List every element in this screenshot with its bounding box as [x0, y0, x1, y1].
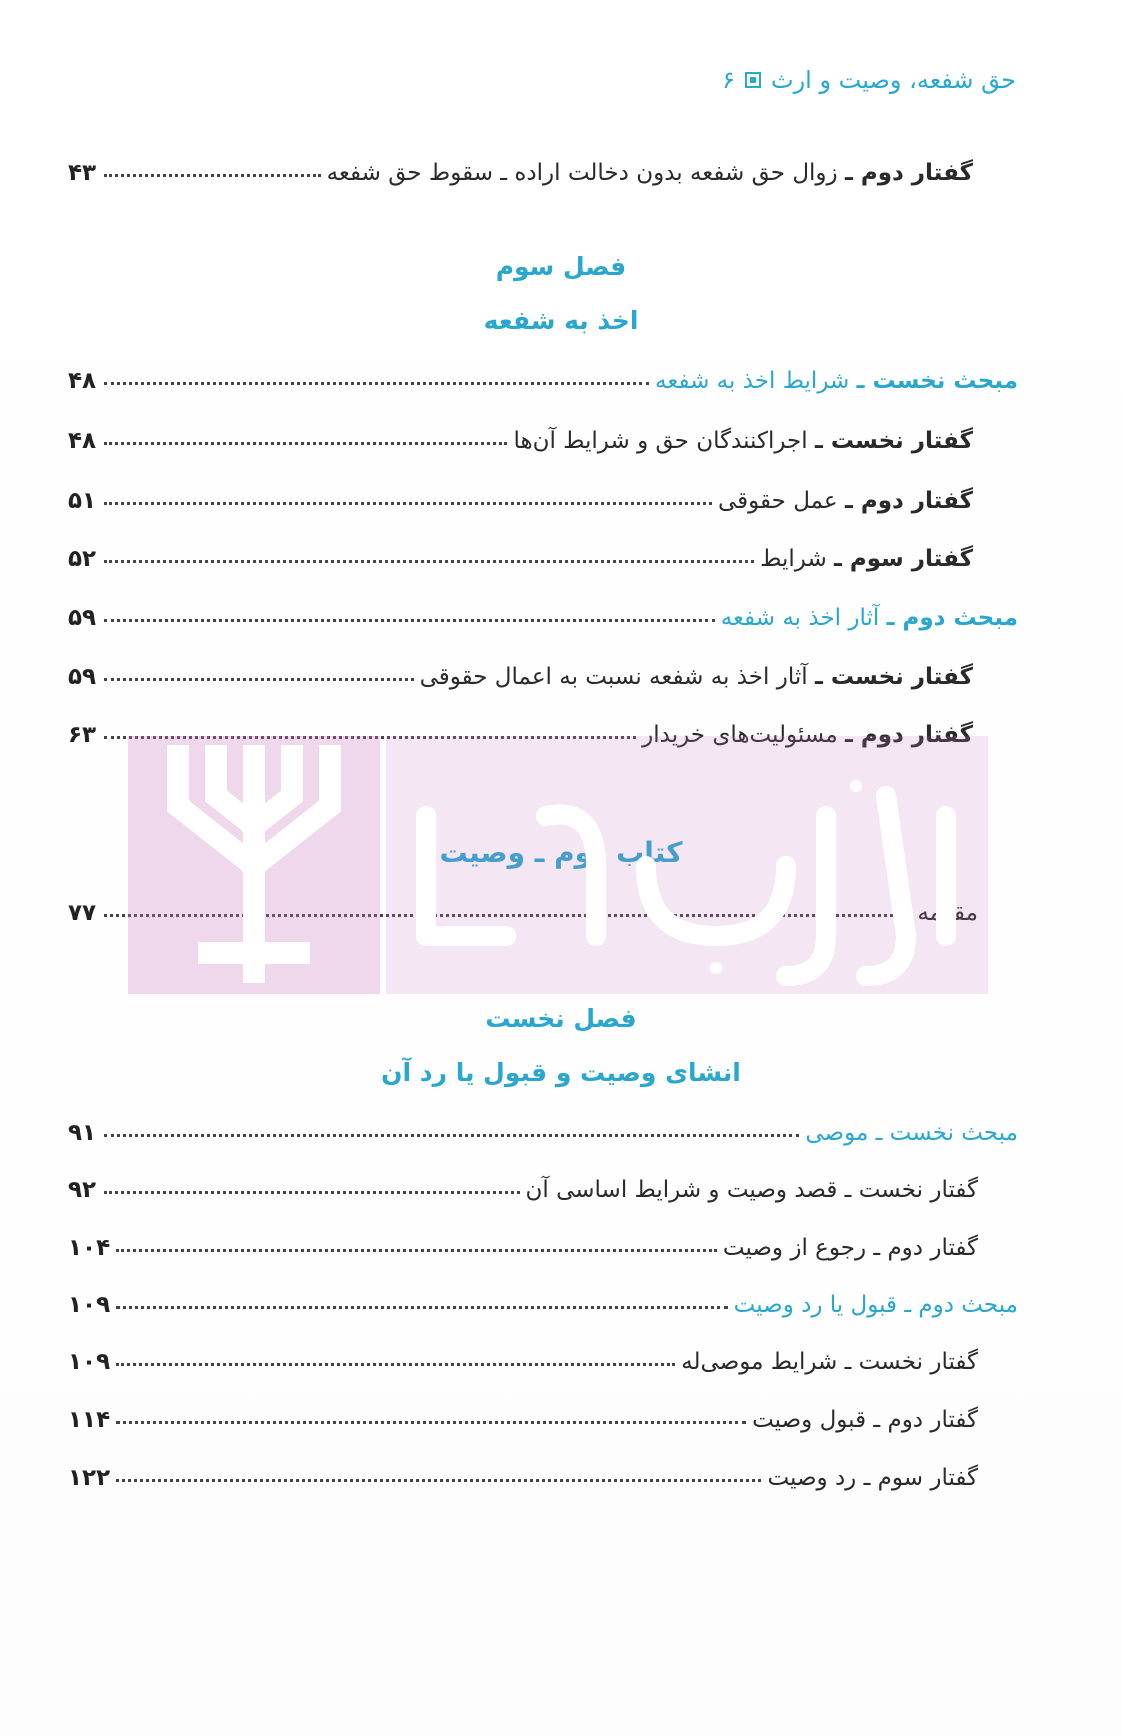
toc-entry[interactable]	[68, 1225, 978, 1261]
toc-leader	[104, 678, 414, 681]
toc-page-number: ۴۸	[68, 428, 97, 454]
toc-leader	[116, 1306, 728, 1309]
toc-page-number: ۱۱۴	[68, 1407, 111, 1433]
running-header	[722, 66, 1016, 94]
toc-entry-text	[721, 605, 1018, 631]
header-title: حق شفعه، وصیت و ارث	[770, 66, 1016, 94]
toc-entry-title: اجراکنندگان حق و شرایط آن‌ها	[513, 428, 808, 454]
toc-leader	[104, 382, 649, 385]
toc-entry[interactable]	[68, 595, 1018, 631]
toc-entry-label: گفتار سوم ـ	[834, 546, 973, 572]
toc-entry-text: مقدمه	[917, 900, 978, 926]
toc-entry[interactable]	[68, 1455, 978, 1491]
toc-entry-title: آثار اخذ به شفعه	[720, 605, 880, 631]
toc-entry[interactable]	[68, 418, 973, 454]
toc-leader	[116, 1363, 675, 1366]
toc-entry-text	[718, 488, 973, 514]
toc-entry[interactable]	[68, 1339, 978, 1375]
toc-leader	[104, 442, 507, 445]
toc-entry-text: مبحث نخست ـ موصی	[805, 1120, 1018, 1146]
toc-entry-label: گفتار نخست ـ	[814, 428, 973, 454]
toc-entry[interactable]	[68, 536, 973, 572]
toc-page-number: ۹۱	[68, 1120, 97, 1146]
toc-leader	[104, 502, 712, 505]
toc-entry-text	[655, 368, 1018, 394]
toc-page-number: ۵۹	[68, 605, 97, 631]
toc-entry-text	[420, 664, 973, 690]
toc-entry-text: گفتار سوم ـ رد وصیت	[767, 1465, 978, 1491]
toc-leader	[104, 1134, 799, 1137]
toc-entry-text: گفتار نخست ـ شرایط موصی‌له	[681, 1349, 978, 1375]
toc-page-number: ۶۳	[68, 722, 97, 748]
toc-entry-label: گفتار نخست ـ	[814, 664, 973, 690]
toc-entry-text: گفتار نخست ـ قصد وصیت و شرایط اساسی آن	[525, 1177, 978, 1203]
toc-entry-title: شرایط	[760, 546, 827, 572]
toc-leader	[116, 1249, 717, 1252]
toc-entry[interactable]	[68, 478, 973, 514]
square-bullet-icon	[745, 72, 761, 88]
toc-page-number: ۱۲۲	[68, 1465, 111, 1491]
toc-entry-title: مسئولیت‌های خریدار	[642, 722, 838, 748]
toc-entry-text	[513, 428, 973, 454]
toc-page-number: ۱۰۴	[68, 1235, 111, 1261]
toc-leader	[104, 560, 754, 563]
chapter-title: اخذ به شفعه	[483, 306, 639, 335]
toc-page-number: ۴۸	[68, 368, 97, 394]
toc-page-number: ۱۰۹	[68, 1349, 111, 1375]
chapter-title: انشای وصیت و قبول یا رد آن	[381, 1058, 741, 1087]
toc-entry-title: شرایط اخذ به شفعه	[655, 368, 850, 394]
toc-entry-text: گفتار دوم ـ قبول وصیت	[752, 1407, 978, 1433]
toc-page-number: ۵۱	[68, 488, 97, 514]
toc-entry[interactable]	[68, 358, 1018, 394]
toc-page-number: ۱۰۹	[68, 1292, 111, 1318]
toc-page-number: ۵۹	[68, 664, 97, 690]
toc-leader	[104, 1191, 520, 1194]
chapter-heading: فصل نخست	[485, 1004, 637, 1033]
toc-entry-text	[327, 160, 973, 186]
toc-page-number: ۵۲	[68, 546, 97, 572]
toc-entry-title: عمل حقوقی	[718, 488, 838, 514]
toc-entry-text	[642, 722, 973, 748]
toc-leader	[104, 736, 636, 739]
toc-entry[interactable]	[68, 1397, 978, 1433]
toc-entry[interactable]	[68, 150, 973, 186]
toc-entry-label: مبحث دوم ـ	[886, 605, 1018, 631]
toc-entry[interactable]	[68, 1167, 978, 1203]
toc-entry-title: آثار اخذ به شفعه نسبت به اعمال حقوقی	[419, 664, 808, 690]
toc-entry-label: گفتار دوم ـ	[844, 722, 973, 748]
toc-entry[interactable]	[68, 890, 978, 926]
toc-leader	[104, 619, 715, 622]
toc-entry-label: مبحث نخست ـ	[856, 368, 1018, 394]
toc-page-number: ۹۲	[68, 1177, 97, 1203]
toc-page-number: ۷۷	[68, 900, 97, 926]
toc-entry[interactable]	[68, 1282, 1018, 1318]
book-title: کتاب دوم ـ وصیت	[439, 836, 683, 869]
toc-entry-label: گفتار دوم ـ	[844, 160, 973, 186]
chapter-heading: فصل سوم	[495, 252, 627, 281]
page-number: ۶	[722, 66, 735, 94]
toc-entry-text: مبحث دوم ـ قبول یا رد وصیت	[733, 1292, 1018, 1318]
toc-entry-title: زوال حق شفعه بدون دخالت اراده ـ سقوط حق شفعه	[326, 160, 838, 186]
toc-leader	[104, 174, 321, 177]
toc-entry-text	[760, 546, 973, 572]
toc-entry-text: گفتار دوم ـ رجوع از وصیت	[722, 1235, 978, 1261]
toc-entry-label: گفتار دوم ـ	[844, 488, 973, 514]
toc-leader	[104, 914, 911, 917]
toc-entry[interactable]	[68, 1110, 1018, 1146]
toc-leader	[116, 1479, 761, 1482]
toc-entry[interactable]	[68, 712, 973, 748]
toc-page-number: ۴۳	[68, 160, 97, 186]
toc-leader	[116, 1421, 746, 1424]
toc-entry[interactable]	[68, 654, 973, 690]
